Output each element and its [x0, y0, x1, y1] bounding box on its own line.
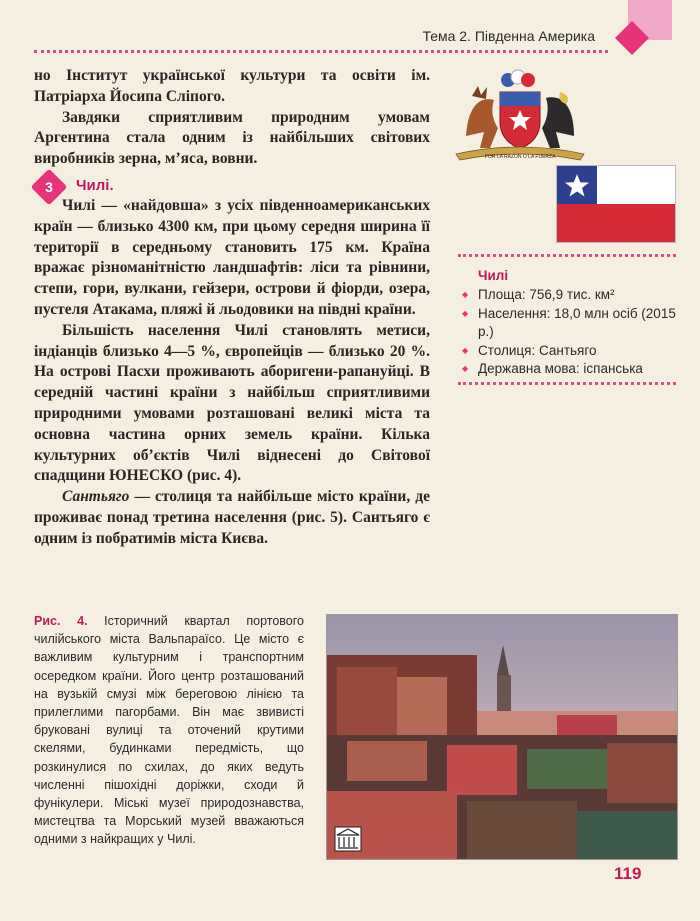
factbox-top-rule: [458, 254, 676, 257]
santiago-term: Сантьяго: [62, 488, 130, 506]
section-number: 3: [45, 179, 53, 195]
section-title: Чилі.: [76, 177, 114, 194]
figure-label: Рис. 4.: [34, 614, 88, 628]
fact-capital: ◆ Столиця: Сантьяго: [462, 342, 690, 361]
paragraph-chile-population: Більшість населення Чилі становлять метиси, індіанців близько 4—5 %, європейців — близько 20 %. На острові Пасхи проживають аборигени-рапануйці. В середній частині країни з найбільш сприятливими природними умовами розташовані великі міста та основна частина орних земель країни. Кілька культурних об’єктів Чилі віднесені до Світової спадщини ЮНЕСКО (рис. 4).: [34, 321, 430, 485]
intro-text: [34, 66, 430, 170]
coat-motto: POR LA RAZON O LA FUERZA: [484, 154, 556, 160]
main-text: [34, 196, 430, 550]
fact-language: ◆ Державна мова: іспанська: [462, 360, 690, 379]
factbox-list: [462, 286, 690, 379]
page-number: 119: [614, 864, 642, 883]
valparaiso-photo: [326, 614, 678, 860]
topic-header: Тема 2. Південна Америка: [422, 28, 595, 44]
figure-caption: [34, 612, 304, 849]
figure-caption-text: Історичний квартал портового чилійського міста Вальпараїсо. Це місто є важливим культурним і транспортним осередком країни. Його центр розташований на вузькій смузі між береговою лінією та прилеглими пагорбами. Він має звивисті бруковані вулиці та оточений крутими скелями, будинками передмість, що розкинулися по схилах, до яких ведуть численні пішохідні доріжки, сходи й фунікулери. Міські музеї природознавства, мистецтва та Морський музей вважаються одними з найкращих у Чилі.: [34, 614, 304, 847]
fact-population: ◆ Населення: 18,0 млн осіб (2015 р.): [462, 305, 690, 342]
chile-flag: [556, 165, 676, 243]
paragraph-santiago: [34, 487, 430, 549]
flag-graphic: [557, 166, 675, 242]
fact-area: ◆ Площа: 756,9 тис. км²: [462, 286, 690, 305]
paragraph-chile-geography: Чилі — «найдовша» з усіх південноамериканських країн — близько 4300 км, при цьому середня ширина її території в середньому становить 175 км. Країна вражає різноманітністю ландшафтів: ліси та рівнини, степи, гори, вулкани, гейзери, острови й фіорди, озера, пустеля Атакама, пляжі й льодовики на півдні країни.: [34, 197, 430, 318]
factbox-bottom-rule: [458, 382, 676, 385]
factbox-title: Чилі: [478, 268, 509, 283]
intro-paragraph-1: но Інститут української культури та освіти ім. Патріарха Йосипа Сліпого.: [34, 67, 430, 105]
intro-paragraph-2: Завдяки сприятливим природним умовам Аргентина стала одним із найбільших світових виробників зерна, м’яса, вовни.: [34, 108, 430, 168]
photo-graphic: [327, 615, 677, 859]
header-divider: [34, 50, 608, 53]
santiago-text: — столиця та найбільше місто країни, де проживає понад третина населення (рис. 5). Сантьяго є одним із побратимів міста Києва.: [34, 488, 430, 547]
coat-of-arms-image: [450, 66, 590, 164]
